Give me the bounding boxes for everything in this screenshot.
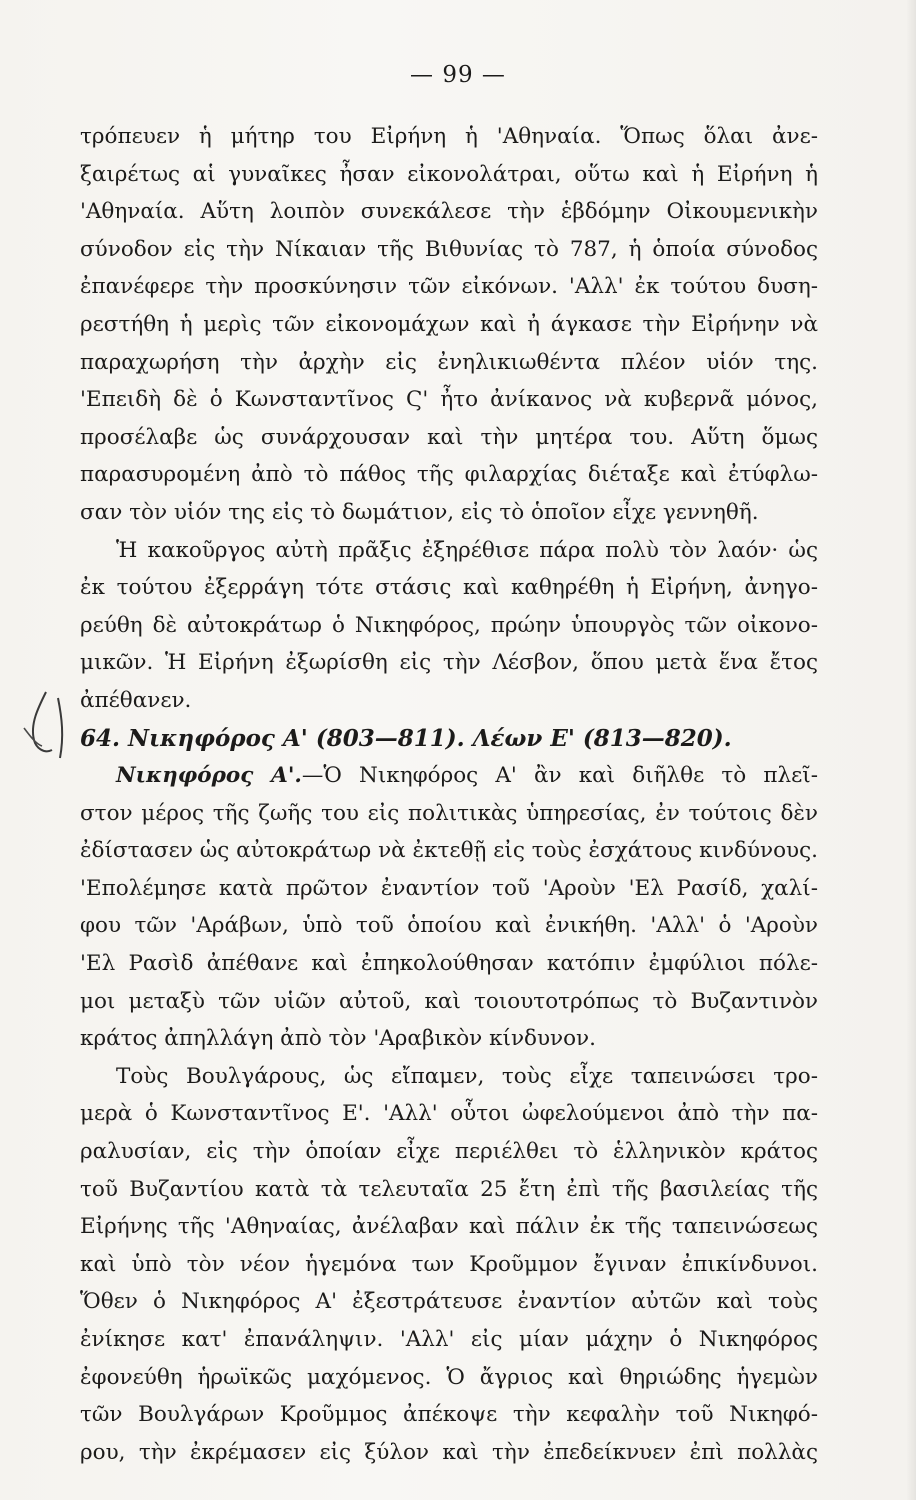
text-line: κράτος ἀπηλλάγη ἀπὸ τὸν 'Αραβικὸν κίνδυνον. — [80, 1026, 596, 1052]
text-line: τοῦ Βυζαντίου κατὰ τὰ τελευταῖα 25 ἔτη ἐπὶ τῆς βασιλείας τῆς — [80, 1176, 818, 1202]
paragraph-4 — [80, 1058, 818, 1472]
text-line: ἐδίστασεν ὡς αὐτοκράτωρ νὰ ἐκτεθῇ εἰς τοὺς ἐσχάτους κινδύνους. — [80, 838, 818, 864]
text-line: ἐφονεύθη ἡρωϊκῶς μαχόμενος. Ὁ ἄγριος καὶ θηριώδης ἡγεμὼν — [80, 1364, 818, 1390]
paragraph-2 — [80, 532, 818, 720]
text-line: 'Επειδὴ δὲ ὁ Κωνσταντῖνος Ϛ' ἦτο ἀνίκανος νὰ κυβερνᾶ μόνος, — [80, 387, 818, 413]
text-line: καὶ ὑπὸ τὸν νέον ἡγεμόνα των Κροῦμμον ἔγιναν ἐπικίνδυνοι. — [80, 1251, 818, 1277]
text-line: ἀπέθανεν. — [80, 687, 192, 713]
text-line: ρου, τὴν ἐκρέμασεν εἰς ξύλον καὶ τὴν ἐπεδείκνυεν ἐπὶ πολλὰς — [80, 1439, 818, 1465]
section-lead-title: Νικηφόρος Α'. — [116, 763, 302, 789]
paragraph-3 — [80, 757, 818, 1058]
text-line-lead — [80, 757, 818, 795]
page-edge-shadow — [906, 0, 916, 1500]
text-line: Ὅθεν ὁ Νικηφόρος Α' ἐξεστράτευσε ἐναντίον αὐτῶν καὶ τοὺς — [80, 1289, 818, 1315]
text-line: 'Επολέμησε κατὰ πρῶτον ἐναντίον τοῦ 'Αροὺν 'Ελ Ρασίδ, χαλί- — [80, 875, 818, 901]
body-text — [80, 118, 818, 1471]
text-line: παρασυρομένη ἀπὸ τὸ πάθος τῆς φιλαρχίας διέταξε καὶ ἐτύφλω- — [80, 462, 818, 488]
section-heading: 64. Νικηφόρος Α' (803—811). Λέων Ε' (813—820). — [80, 724, 732, 752]
text-line: ἐνίκησε κατ' ἐπανάληψιν. 'Αλλ' εἰς μίαν μάχην ὁ Νικηφόρος — [80, 1327, 818, 1352]
text-line: μερὰ ὁ Κωνσταντῖνος Ε'. 'Αλλ' οὗτοι ὠφελούμενοι ἀπὸ τὴν πα- — [80, 1101, 818, 1127]
text-line: ἐπανέφερε τὴν προσκύνησιν τῶν εἰκόνων. 'Αλλ' ἐκ τούτου δυση- — [80, 274, 818, 300]
paragraph-1 — [80, 118, 818, 532]
text-line: φου τῶν 'Αράβων, ὑπὸ τοῦ ὁποίου καὶ ἐνικήθη. 'Αλλ' ὁ 'Αροὺν — [80, 913, 818, 939]
text-line: τῶν Βουλγάρων Κροῦμμος ἀπέκοψε τὴν κεφαλὴν τοῦ Νικηφό- — [80, 1402, 818, 1428]
text-line: Ἡ κακοῦργος αὐτὴ πρᾶξις ἐξηρέθισε πάρα πολὺ τὸν λαόν· ὡς — [116, 537, 818, 563]
text-line: Εἰρήνης τῆς 'Αθηναίας, ἀνέλαβαν καὶ πάλιν ἐκ τῆς ταπεινώσεως — [80, 1214, 818, 1240]
text-line: Τοὺς Βουλγάρους, ὡς εἴπαμεν, τοὺς εἶχε ταπεινώσει τρο- — [116, 1063, 818, 1089]
text-line: σύνοδον εἰς τὴν Νίκαιαν τῆς Βιθυνίας τὸ 787, ἡ ὁποία σύνοδος — [80, 236, 818, 262]
text-line: ξαιρέτως αἱ γυναῖκες ἦσαν εἰκονολάτραι, οὕτω καὶ ἡ Εἰρήνη ἡ — [80, 161, 818, 187]
text-line: παραχωρήση τὴν ἀρχὴν εἰς ἐνηλικιωθέντα πλέον υἱόν της. — [80, 349, 818, 375]
text-line: ραλυσίαν, εἰς τὴν ὁποίαν εἶχε περιέλθει τὸ ἑλληνικὸν κράτος — [80, 1139, 818, 1165]
text-line: τρόπευεν ἡ μήτηρ του Εἰρήνη ἡ 'Αθηναία. Ὅπως ὅλαι ἀνε- — [80, 124, 818, 149]
text-line: 'Αθηναία. Αὕτη λοιπὸν συνεκάλεσε τὴν ἑβδόμην Οἰκουμενικὴν — [80, 199, 818, 225]
handwritten-margin-mark — [18, 688, 88, 768]
text-line: ρεστήθη ἡ μερὶς τῶν εἰκονομάχων καὶ ἠ άγκασε τὴν Εἰρήνην νὰ — [80, 311, 818, 337]
page-number: — 99 — — [410, 62, 506, 88]
text-line: προσέλαβε ὡς συνάρχουσαν καὶ τὴν μητέρα του. Αὕτη ὅμως — [80, 424, 818, 450]
text-line: ρεύθη δὲ αὐτοκράτωρ ὁ Νικηφόρος, πρώην ὑπουργὸς τῶν οἰκονο- — [80, 612, 818, 638]
text-line: στον μέρος τῆς ζωῆς του εἰς πολιτικὰς ὑπηρεσίας, ἐν τούτοις δὲν — [80, 800, 818, 826]
text-line: σαν τὸν υἱόν της εἰς τὸ δωμάτιον, εἰς τὸ ὁποῖον εἶχε γεννηθῆ. — [80, 499, 759, 525]
text-line: 'Ελ Ρασὶδ ἀπέθανε καὶ ἐπηκολούθησαν κατόπιν ἐμφύλιοι πόλε- — [80, 951, 818, 977]
text-line: μικῶν. Ἡ Εἰρήνη ἐξωρίσθη εἰς τὴν Λέσβον, ὅπου μετὰ ἕνα ἔτος — [80, 650, 818, 676]
text-line: μοι μεταξὺ τῶν υἱῶν αὐτοῦ, καὶ τοιουτοτρόπως τὸ Βυζαντινὸν — [80, 988, 818, 1014]
section-lead-text: —Ὁ Νικηφόρος Α' ἂν καὶ διῆλθε τὸ πλεῖ- — [301, 763, 818, 789]
text-line: ἐκ τούτου ἐξερράγη τότε στάσις καὶ καθηρέθη ἡ Εἰρήνη, ἀνηγο- — [80, 575, 818, 601]
